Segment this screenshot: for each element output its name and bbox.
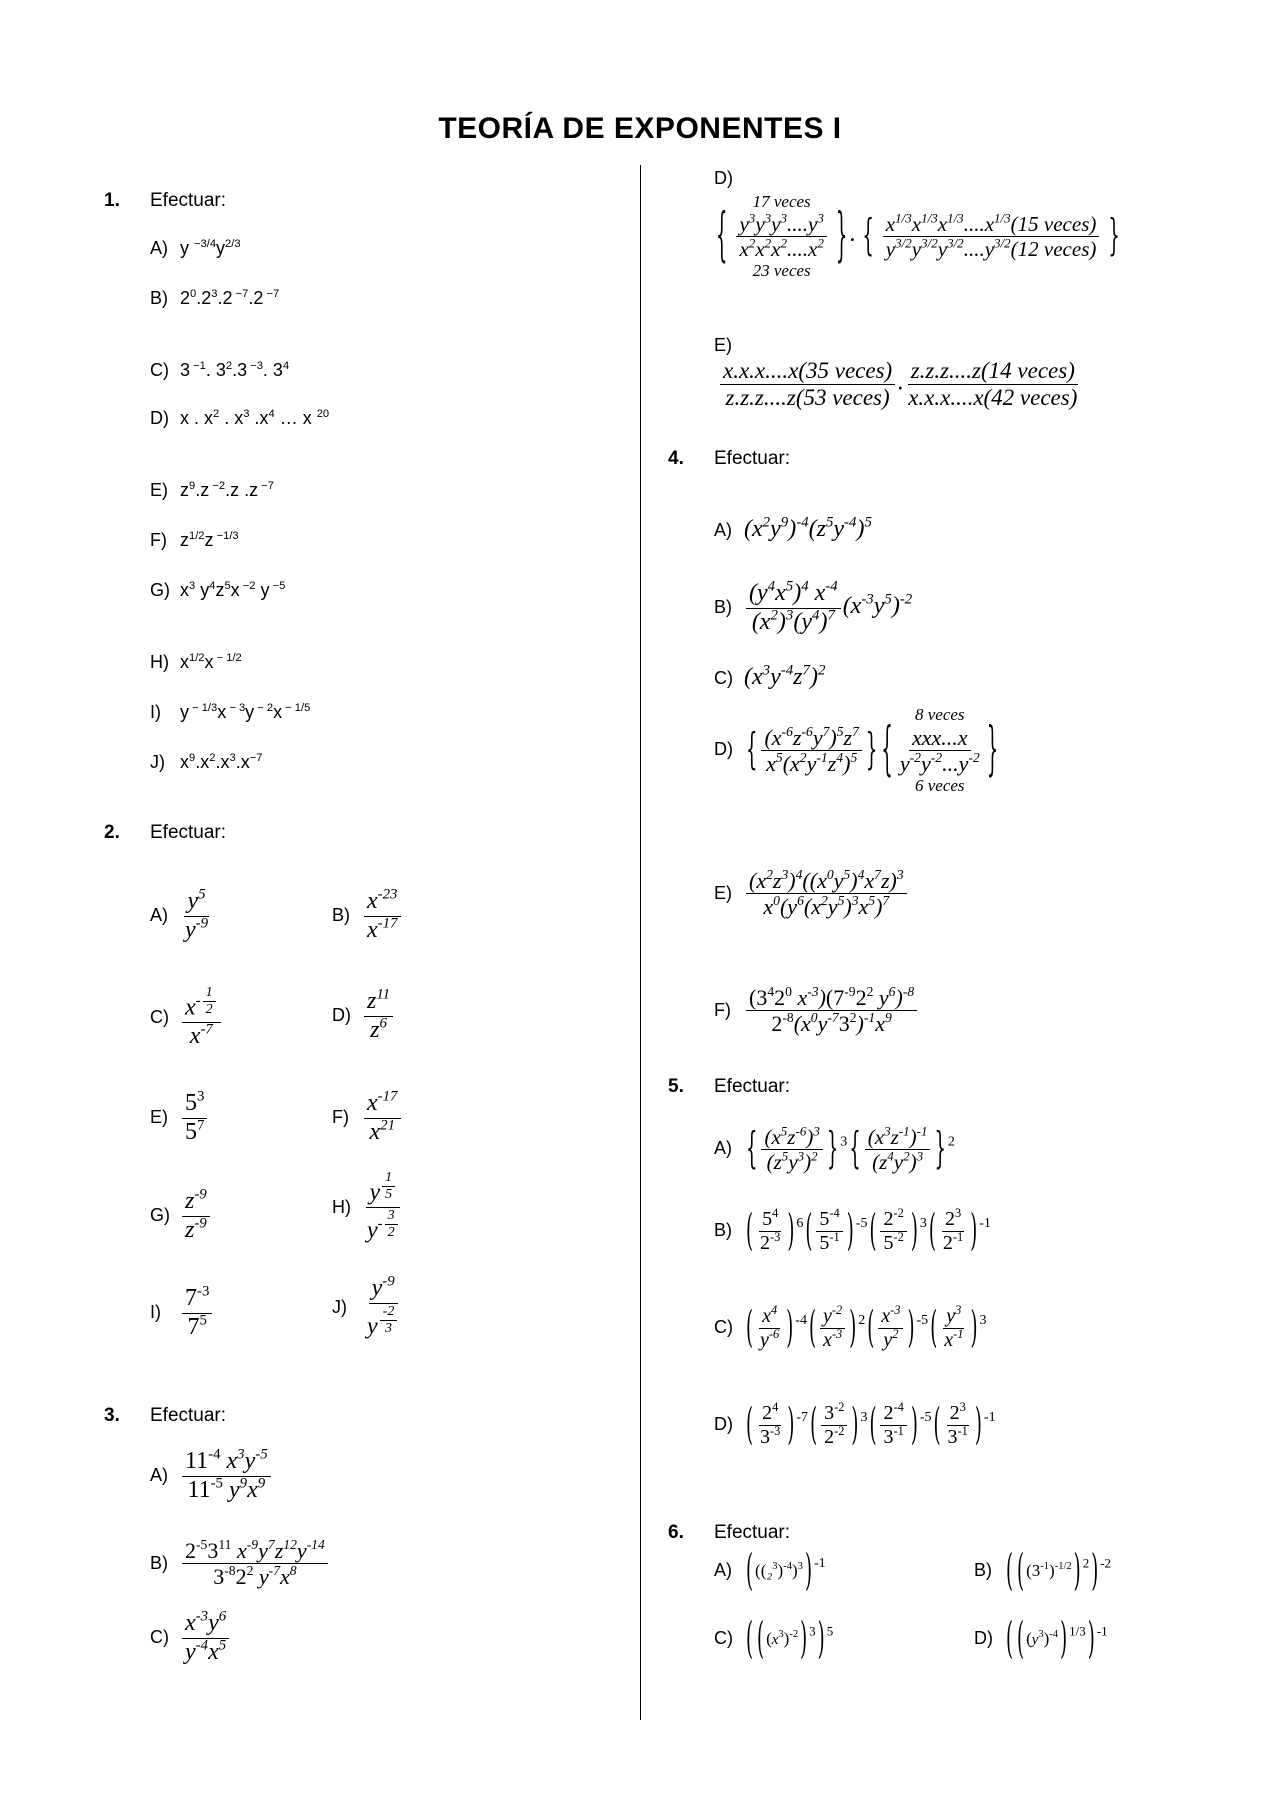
exercise-2d: D) $\frac{z^{11}}{z^6}$ xyxy=(332,988,395,1044)
exercise-1h: H) $x^{1/2}x$ $^{- 1/2}$ xyxy=(150,651,242,672)
exercise-2f: F) $\frac{x^{-17}}{x^{21}}$ xyxy=(332,1090,403,1146)
exercise-4b: B) $\frac{(y^4x^5)^4 x^{-4}}{(x^2)^3(y^4)^7}$ $(x^{-3}y^5)^{-2}$ xyxy=(714,578,913,635)
exercise-2j: J) $y^{-9}$ y $^{\frac{-2}{3}}$ xyxy=(332,1275,404,1341)
brace-label: 8 veces xyxy=(914,705,965,724)
exercise-3e-letter: E) xyxy=(714,335,732,355)
page-title: TEORÍA DE EXPONENTES I xyxy=(438,112,842,145)
exercise-1j: J) $x^9.x^2.x^3.x^{-7}$ xyxy=(150,751,263,772)
section-number: 3. xyxy=(104,1405,120,1426)
exercise-4f: F) $\frac{(3^42^0 x^{-3})(7^{-9}2^2 y^6)^{-8}}{2^{-8}(x^0y^{-7}3^2)^{-1}x^9}$ xyxy=(714,985,919,1037)
exercise-2b: B) $\frac{x^{-23}}{x^{-17}}$ xyxy=(332,888,403,944)
section-label: Efectuar: xyxy=(714,448,791,469)
section-label: Efectuar: xyxy=(714,1522,791,1543)
count-label: (15 veces) xyxy=(1010,211,1097,236)
exercise-2c: C) $x^{- \frac{1}{2}}$ $x^{-7}$ xyxy=(150,985,223,1051)
section-number: 1. xyxy=(104,190,120,211)
brace-label: 17 veces xyxy=(752,192,811,211)
exercise-6c: C) ( ( $(x^3)^{-2}$ ) $^3$ ) $^5$ xyxy=(714,1614,834,1665)
exercise-1d: D) x . $x^2$ . $x^3$ $.x^4$ … x $^{20}$ xyxy=(150,407,330,428)
count-label: (12 veces) xyxy=(1010,236,1097,261)
exercise-1f: F) $z^{1/2}z$ $^{-1/3}$ xyxy=(150,529,239,550)
exercise-3a: A) $\frac{11^{-4} x^3y^{-5}}{11^{-5} y^9x^9}$ xyxy=(150,1448,273,1504)
exercise-1i: I) y $^{- 1/3}$x $^{- 3}$y $^{- 2}$x $^{- 1/5}$ xyxy=(150,701,311,722)
exercise-6d: D) ( ( $(y^3)^{-4}$ ) $^{1/3}$ ) $^{-1}$ xyxy=(974,1614,1108,1665)
brace-label: 6 veces xyxy=(914,776,965,796)
column-divider xyxy=(640,165,641,1720)
exercise-1e: E) $z^9.z$ $^{-2}$.z .z $^{-7}$ xyxy=(150,479,274,500)
exercise-2g: G) $\frac{z^{-9}}{z^{-9}}$ xyxy=(150,1188,212,1244)
exercise-4d: D) { $\frac{(x^{-6}z^{-6}y^7)^5z^7}{x^5(x^2y^{-1}z^4)^5}$ } { 8 veces xxx...x $y^{-2}y^{-2}...y^{-2}$ 6 veces } xyxy=(714,705,999,796)
exercise-5a: A) { $\frac{(x^5z^{-6})^3}{(z^5y^3)^2}$ } $^3$ { $\frac{(x^3z^{-1})^{-1}}{(z^4y^2)^3}$ } $^2$ xyxy=(714,1123,955,1175)
section-label: Efectuar: xyxy=(150,190,227,211)
exercise-2a: A) $\frac{y^5}{y^{-9}}$ xyxy=(150,886,209,943)
exercise-5b: B) ( $\frac{5^4}{2^{-3}}$ ) $^6$ ( $\frac{5^{-4}}{5^{-1}}$ ) $^{-5}$ ( $\frac{2^{-2}}{5^{-2}}$ ) $^3$ ( $\frac{2^3}{2^{-1}}$ ) $^{-1}$ xyxy=(714,1205,991,1257)
exercise-4e: E) $\frac{(x^2z^3)^4((x^0y^5)^4x^7z)^3}{x^0(y^6(x^2y^5)^3x^5)^7}$ xyxy=(714,868,909,920)
section-number: 5. xyxy=(668,1076,684,1097)
section-label: Efectuar: xyxy=(714,1076,791,1097)
exercise-4a: A) $(x^2y^9)^{-4}(z^5y^{-4})^5$ xyxy=(714,514,872,542)
exercise-1a: A) y $^{-3/4}y^{2/3}$ xyxy=(150,237,241,258)
section-number: 6. xyxy=(668,1522,684,1543)
exercise-3c: C) $\frac{x^{-3}y^6}{y^{-4}x^5}$ xyxy=(150,1610,231,1666)
section-number: 4. xyxy=(668,448,684,469)
exercise-6a: A) ( $((_2^3)^{-4})^3$ ) $^{-1}$ xyxy=(714,1546,826,1597)
brace-label: 23 veces xyxy=(752,260,811,280)
exercise-1c: C) 3 $^{-1}$. $3^2.3$ $^{-3}$. $3^4$ xyxy=(150,359,290,380)
exercise-6b: B) ( ( $(3^{-1})^{-1/2}$ ) $^2$ ) $^{-2}$ xyxy=(974,1546,1112,1597)
section-label: Efectuar: xyxy=(150,1405,227,1426)
exercise-2h: H) y $^{\frac{1}{5}}$ $y^{- \frac{3}{2}}$ xyxy=(332,1170,405,1246)
exercise-3e: $\frac{\text{x.x.x....x(35 veces)}}{\text{z.z.z....z(53 veces)}}$ . $\frac{\text{z.z.z....z(14 veces)}}{\text{x.x.x....x(42 veces)}}$ xyxy=(718,358,1082,412)
exercise-3b: B) $\frac{2^{-5}3^{11} x^{-9}y^7z^{12}y^{-14}}{3^{-8}2^2 y^{-7}x^8}$ xyxy=(150,1538,330,1590)
exercise-1b: B) $2^0.2^3.2$ $^{-7}$.2 $^{-7}$ xyxy=(150,287,280,308)
exercise-3d-letter: D) xyxy=(714,168,733,188)
exercise-1g: G) $x^3$ $y^4z^5x$ $^{-2}$ y $^{-5}$ xyxy=(150,579,286,600)
exercise-5d: D) ( $\frac{2^4}{3^{-3}}$ ) $^{-7}$ ( $\frac{3^{-2}}{2^{-2}}$ ) $^3$ ( $\frac{2^{-4}}{3^{-1}}$ ) $^{-5}$ ( $\frac{2^3}{3^{-1}}$ ) $^{-1}$ xyxy=(714,1399,996,1451)
exercise-5c: C) ( $\frac{x^4}{y^{-6}}$ ) $^{-4}$ ( $\frac{y^{-2}}{x^{-3}}$ ) $^2$ ( $\frac{x^{-3}}{y^2}$ ) $^{-5}$ ( $\frac{y^3}{x^{-1}}$ ) $^3$ xyxy=(714,1302,987,1354)
exercise-2e: E) $\frac{5^3}{5^7}$ xyxy=(150,1090,209,1146)
exercise-3d: { 17 veces $y^3y^3y^3....y^3$ $x^2x^2x^2....x^2$ 23 veces }. { $\frac{x^{1/3}x^{1/3}x^{1/3}....x^{1/3}(15 veces)}{y^{3/2}y^{3/2}y^{3/2}....y^{3/2}(12 veces)}$ } xyxy=(716,192,1120,280)
exercise-4c: C) $(x^3y^{-4}z^7)^2$ xyxy=(714,662,826,690)
section-label: Efectuar: xyxy=(150,822,227,843)
exercise-2i: I) $\frac{7^{-3}}{7^5}$ xyxy=(150,1285,214,1341)
section-number: 2. xyxy=(104,822,120,843)
